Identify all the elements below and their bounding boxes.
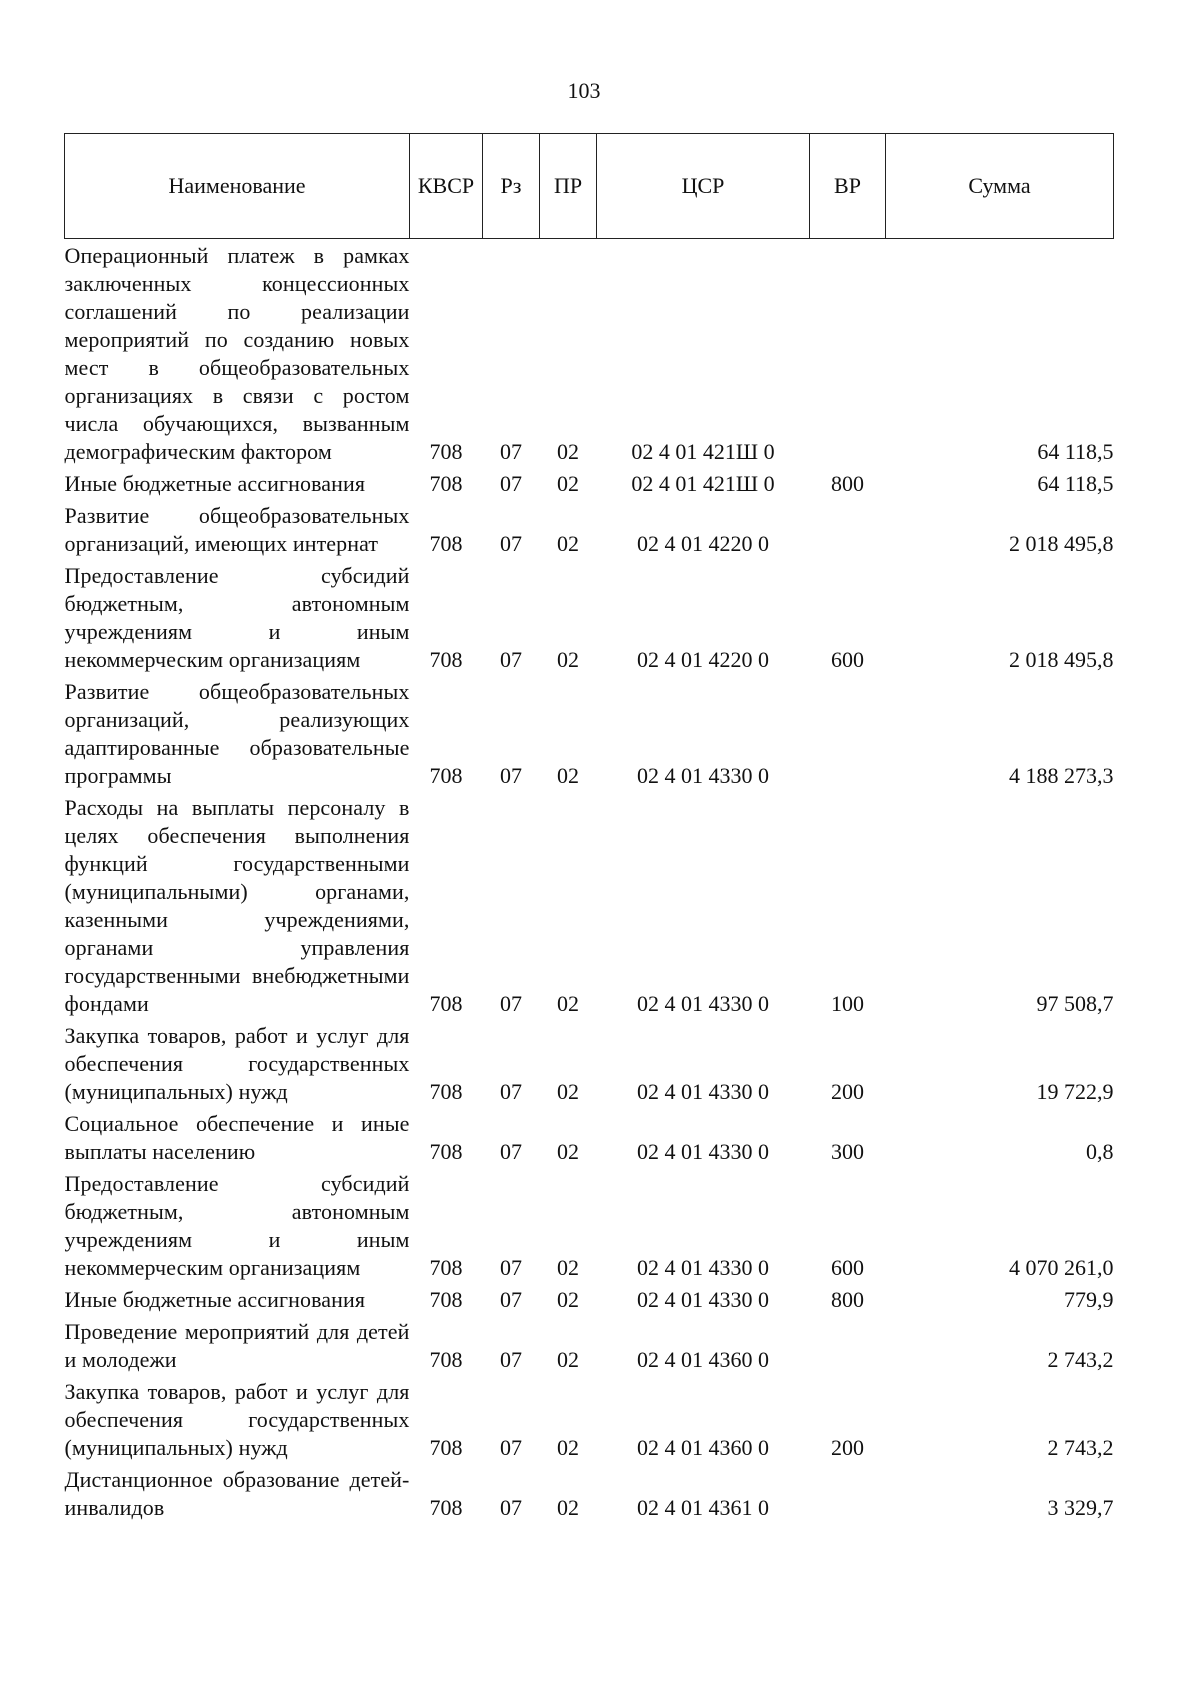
row-name: Предоставление субсидий бюджетным, автономным учреждениям и иным некоммерческим организациям [64, 1171, 410, 1280]
row-name: Развитие общеобразовательных организаций, реализующих адаптированные образовательные программы [64, 679, 410, 788]
row-vr [810, 1462, 886, 1522]
row-name: Предоставление субсидий бюджетным, автономным учреждениям и иным некоммерческим организациям [64, 563, 410, 672]
row-vr: 800 [831, 1287, 864, 1312]
row-rz: 07 [500, 1435, 522, 1460]
row-csr: 02 4 01 4220 0 [637, 531, 769, 556]
header-csr: ЦСР [597, 134, 810, 239]
row-kvsr: 708 [429, 1287, 463, 1312]
row-pr: 02 [557, 1079, 579, 1104]
row-pr: 02 [557, 531, 579, 556]
row-csr: 02 4 01 4330 0 [637, 991, 769, 1016]
row-kvsr: 708 [429, 763, 463, 788]
row-vr: 800 [831, 471, 864, 496]
row-kvsr: 708 [429, 1139, 463, 1164]
table-row [65, 790, 1114, 1018]
row-csr: 02 4 01 4360 0 [637, 1435, 769, 1460]
row-kvsr: 708 [429, 647, 463, 672]
row-vr: 200 [831, 1079, 864, 1104]
table-row [65, 1018, 1114, 1106]
table-row [65, 674, 1114, 790]
row-sum: 64 118,5 [1037, 439, 1114, 464]
row-rz: 07 [500, 1287, 522, 1312]
row-rz: 07 [500, 1255, 522, 1280]
row-rz: 07 [500, 763, 522, 788]
row-name: Расходы на выплаты персоналу в целях обеспечения выполнения функций государственными (муниципальными) органами, казенными учреждениями, органами управления государственными внебюджетными фондами [64, 795, 410, 1016]
row-csr: 02 4 01 4330 0 [637, 1079, 769, 1104]
row-vr [810, 1314, 886, 1374]
row-rz: 07 [500, 991, 522, 1016]
row-kvsr: 708 [429, 991, 463, 1016]
row-pr: 02 [557, 991, 579, 1016]
header-vr: ВР [810, 134, 886, 239]
row-pr: 02 [557, 439, 579, 464]
page-number: 103 [567, 78, 601, 103]
row-vr [810, 674, 886, 790]
row-rz: 07 [500, 1347, 522, 1372]
row-vr [810, 239, 886, 467]
table-row [65, 558, 1114, 674]
row-csr: 02 4 01 4220 0 [637, 647, 769, 672]
table-row [65, 1462, 1114, 1522]
row-sum: 0,8 [1086, 1139, 1114, 1164]
row-vr: 200 [831, 1435, 864, 1460]
row-name: Развитие общеобразовательных организаций, имеющих интернат [64, 503, 410, 556]
table-row [65, 1374, 1114, 1462]
row-rz: 07 [500, 471, 522, 496]
row-csr: 02 4 01 4330 0 [637, 763, 769, 788]
row-sum: 4 070 261,0 [1009, 1255, 1114, 1280]
row-name: Дистанционное образование детей-инвалидов [64, 1467, 410, 1520]
row-kvsr: 708 [429, 1435, 463, 1460]
row-sum: 19 722,9 [1036, 1079, 1114, 1104]
header-kvsr: КВСР [410, 134, 483, 239]
table-body [65, 239, 1114, 1523]
row-kvsr: 708 [429, 1495, 463, 1520]
row-csr: 02 4 01 421Ш 0 [631, 439, 775, 464]
row-sum: 779,9 [1064, 1287, 1114, 1312]
table-row [65, 1282, 1114, 1314]
row-vr: 300 [831, 1139, 864, 1164]
table-row [65, 1314, 1114, 1374]
row-kvsr: 708 [429, 1347, 463, 1372]
row-pr: 02 [557, 763, 579, 788]
row-csr: 02 4 01 4360 0 [637, 1347, 769, 1372]
header-rz: Рз [483, 134, 540, 239]
row-sum: 2 743,2 [1047, 1435, 1114, 1460]
table-header [65, 134, 1114, 239]
row-sum: 2 018 495,8 [1009, 531, 1114, 556]
row-pr: 02 [557, 1347, 579, 1372]
row-sum: 64 118,5 [1037, 471, 1114, 496]
row-rz: 07 [500, 531, 522, 556]
row-vr: 100 [831, 991, 864, 1016]
row-csr: 02 4 01 4330 0 [637, 1255, 769, 1280]
row-kvsr: 708 [429, 531, 463, 556]
row-pr: 02 [557, 471, 579, 496]
row-vr: 600 [831, 647, 864, 672]
row-kvsr: 708 [429, 439, 463, 464]
header-pr: ПР [540, 134, 597, 239]
row-sum: 2 743,2 [1047, 1347, 1114, 1372]
row-pr: 02 [557, 1435, 579, 1460]
row-csr: 02 4 01 421Ш 0 [631, 471, 775, 496]
row-vr: 600 [831, 1255, 864, 1280]
table-row [65, 1106, 1114, 1166]
row-csr: 02 4 01 4361 0 [637, 1495, 769, 1520]
row-csr: 02 4 01 4330 0 [637, 1287, 769, 1312]
row-pr: 02 [557, 647, 579, 672]
row-name: Иные бюджетные ассигнования [64, 1287, 366, 1312]
row-pr: 02 [557, 1495, 579, 1520]
row-pr: 02 [557, 1255, 579, 1280]
row-csr: 02 4 01 4330 0 [637, 1139, 769, 1164]
row-kvsr: 708 [429, 1255, 463, 1280]
row-name: Проведение мероприятий для детей и молодежи [64, 1319, 410, 1372]
row-rz: 07 [500, 647, 522, 672]
row-name: Закупка товаров, работ и услуг для обеспечения государственных (муниципальных) нужд [64, 1023, 410, 1104]
header-name: Наименование [65, 134, 410, 239]
row-name: Закупка товаров, работ и услуг для обеспечения государственных (муниципальных) нужд [64, 1379, 410, 1460]
table-row [65, 498, 1114, 558]
row-rz: 07 [500, 439, 522, 464]
row-kvsr: 708 [429, 471, 463, 496]
budget-table [64, 133, 1114, 1522]
row-name: Социальное обеспечение и иные выплаты населению [64, 1111, 410, 1164]
header-sum: Сумма [886, 134, 1114, 239]
row-name: Иные бюджетные ассигнования [64, 471, 366, 496]
row-rz: 07 [500, 1495, 522, 1520]
row-pr: 02 [557, 1287, 579, 1312]
row-rz: 07 [500, 1079, 522, 1104]
row-sum: 97 508,7 [1036, 991, 1114, 1016]
row-sum: 4 188 273,3 [1009, 763, 1114, 788]
table-row [65, 239, 1114, 467]
row-kvsr: 708 [429, 1079, 463, 1104]
row-vr [810, 498, 886, 558]
table-row [65, 1166, 1114, 1282]
row-pr: 02 [557, 1139, 579, 1164]
row-name: Операционный платеж в рамках заключенных концессионных соглашений по реализации мероприятий по созданию новых мест в общеобразовательных организациях в связи с ростом числа обучающихся, вызванным демографическим фактором [64, 243, 410, 464]
table-row [65, 466, 1114, 498]
row-sum: 2 018 495,8 [1009, 647, 1114, 672]
row-sum: 3 329,7 [1047, 1495, 1114, 1520]
row-rz: 07 [500, 1139, 522, 1164]
